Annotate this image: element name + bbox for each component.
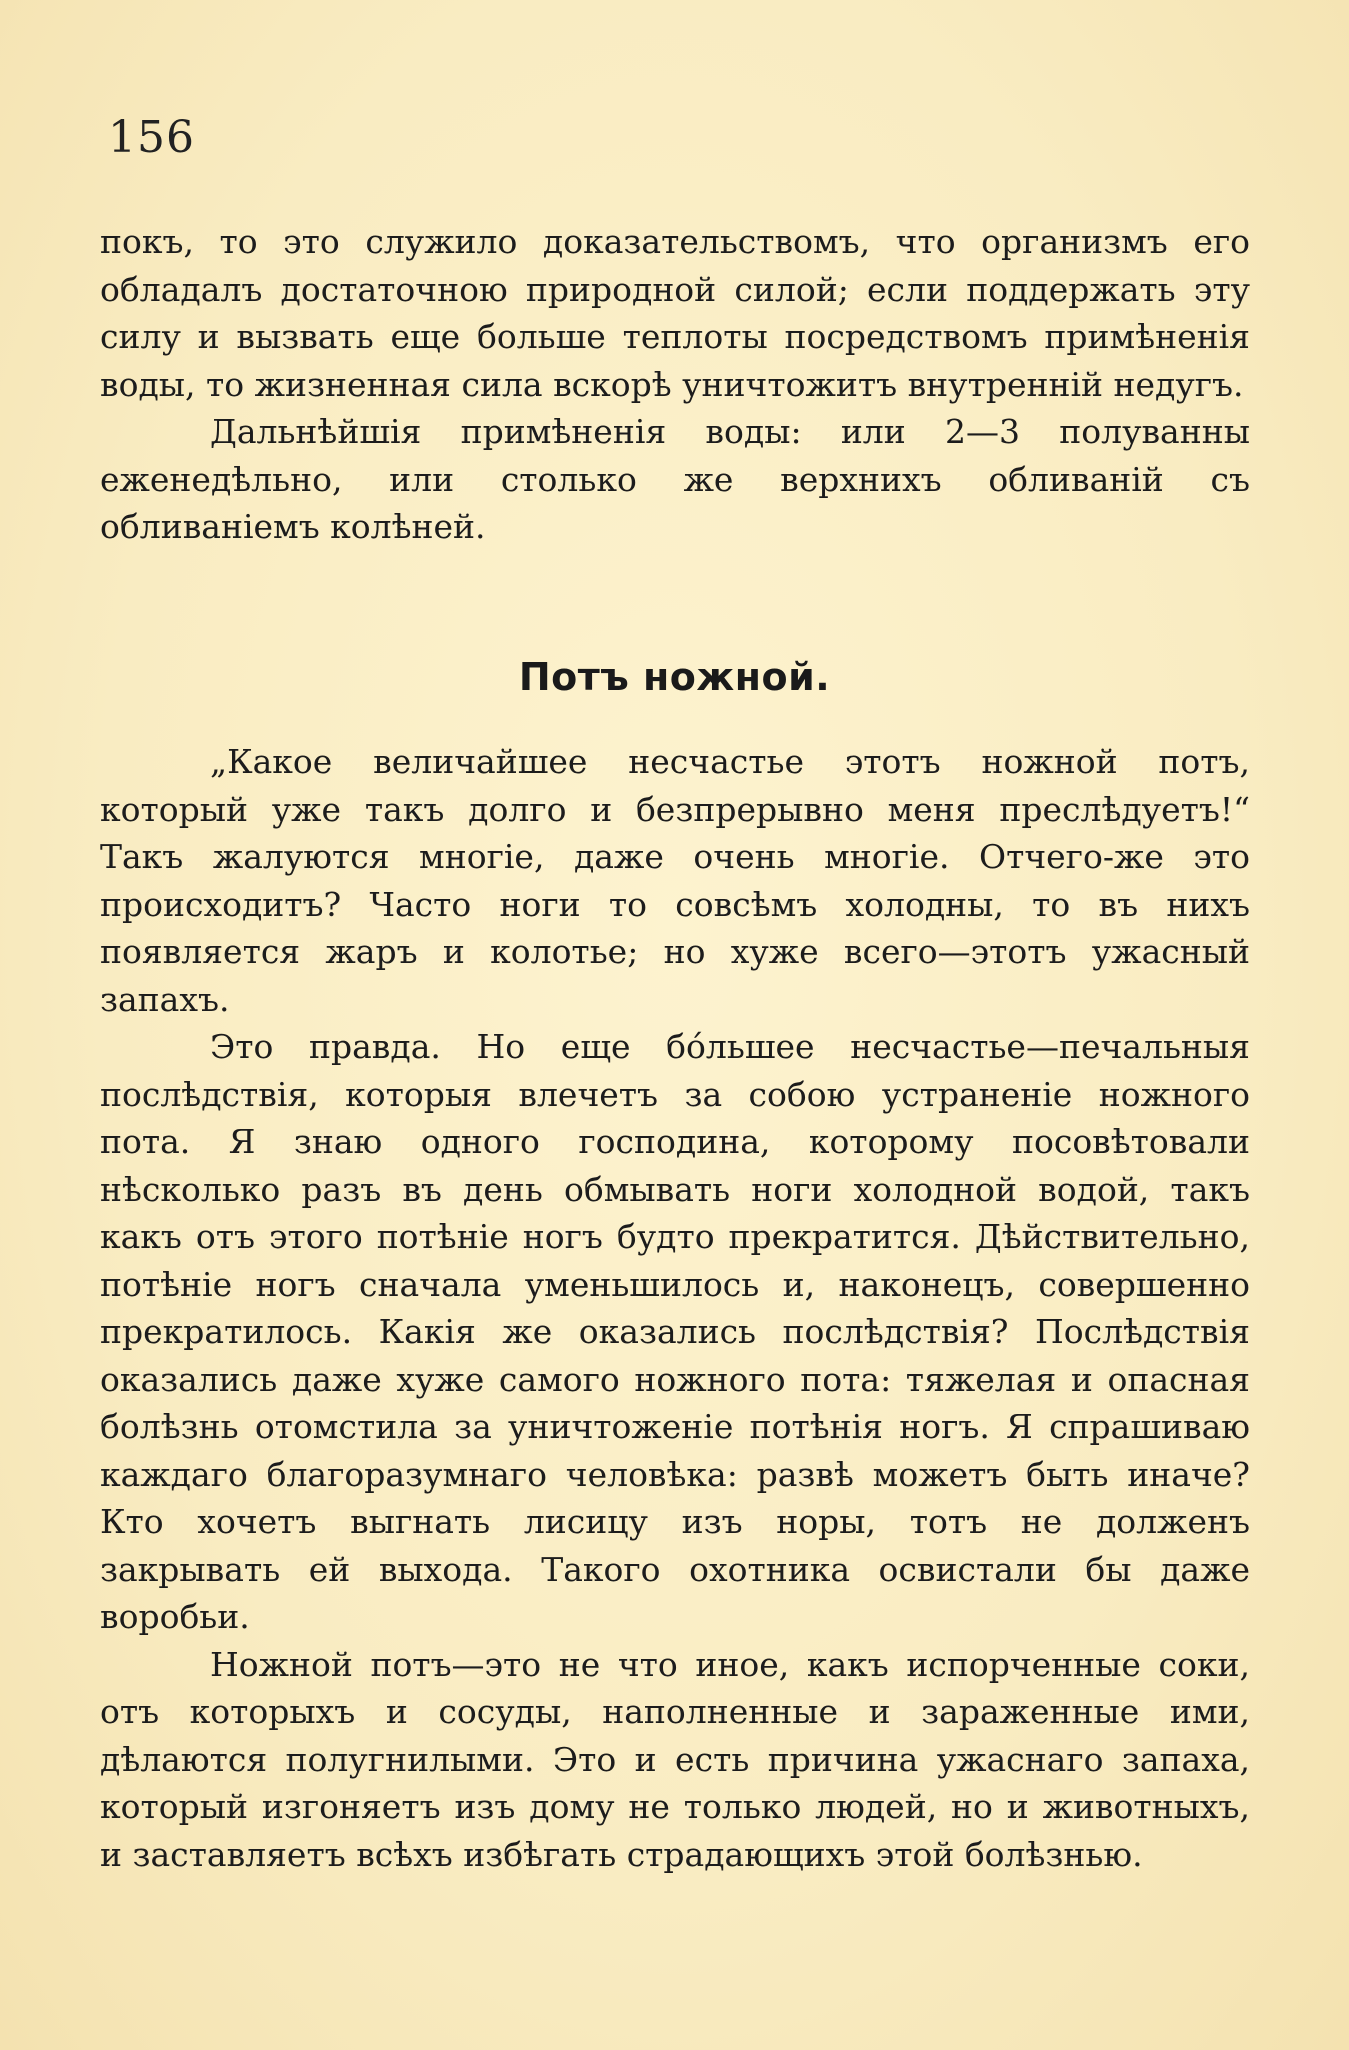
- paragraph: Это правда. Но еще бóльшее несчастье—печальныя послѣдствія, которыя влечетъ за собою устраненіе ножного пота. Я знаю одного господина, которому посовѣтовали нѣсколько разъ въ день обмывать ноги холодной водой, такъ какъ отъ этого потѣніе ногъ будто прекратится. Дѣйствительно, потѣніе ногъ сначала уменьшилось и, наконецъ, совершенно прекратилось. Какія же оказались послѣдствія? Послѣдствія оказались даже хуже самого ножного пота: тяжелая и опасная болѣзнь отомстила за уничтоженіе потѣнія ногъ. Я спрашиваю каждаго благоразумнаго человѣка: развѣ можетъ быть иначе? Кто хочетъ выгнать лисицу изъ норы, тотъ не долженъ закрывать ей выхода. Такого охотника освистали бы даже воробьи.: [100, 1027, 1250, 1636]
- section-heading: Потъ ножной.: [518, 655, 831, 699]
- paragraph: Дальнѣйшія примѣненія воды: или 2—3 полуванны еженедѣльно, или столько же верхнихъ обливаній съ обливаніемъ колѣней.: [100, 412, 1250, 546]
- section-1-text: [100, 218, 1250, 551]
- page-number: 156: [108, 112, 195, 163]
- paragraph: Ножной потъ—это не что иное, какъ испорченные соки, отъ которыхъ и сосуды, наполненные и зараженные ими, дѣлаются полугнилыми. Это и есть причина ужаснаго запаха, который изгоняетъ изъ дому не только людей, но и животныхъ, и заставляетъ всѣхъ избѣгать страдающихъ этой болѣзнью.: [100, 1644, 1250, 1874]
- section-2-text: [100, 738, 1250, 1878]
- paragraph: „Какое величайшее несчастье этотъ ножной потъ, который уже такъ долго и безпрерывно меня преслѣдуетъ!“ Такъ жалуются многіе, даже очень многіе. Отчего-же это происходитъ? Часто ноги то совсѣмъ холодны, то въ нихъ появляется жаръ и колотье; но хуже всего—этотъ ужасный запахъ.: [100, 742, 1250, 1019]
- paragraph: покъ, то это служило доказательствомъ, что организмъ его обладалъ достаточною природной силой; если поддержать эту силу и вызвать еще больше теплоты посредствомъ примѣненія воды, то жизненная сила вскорѣ уничтожитъ внутренній недугъ.: [100, 222, 1250, 404]
